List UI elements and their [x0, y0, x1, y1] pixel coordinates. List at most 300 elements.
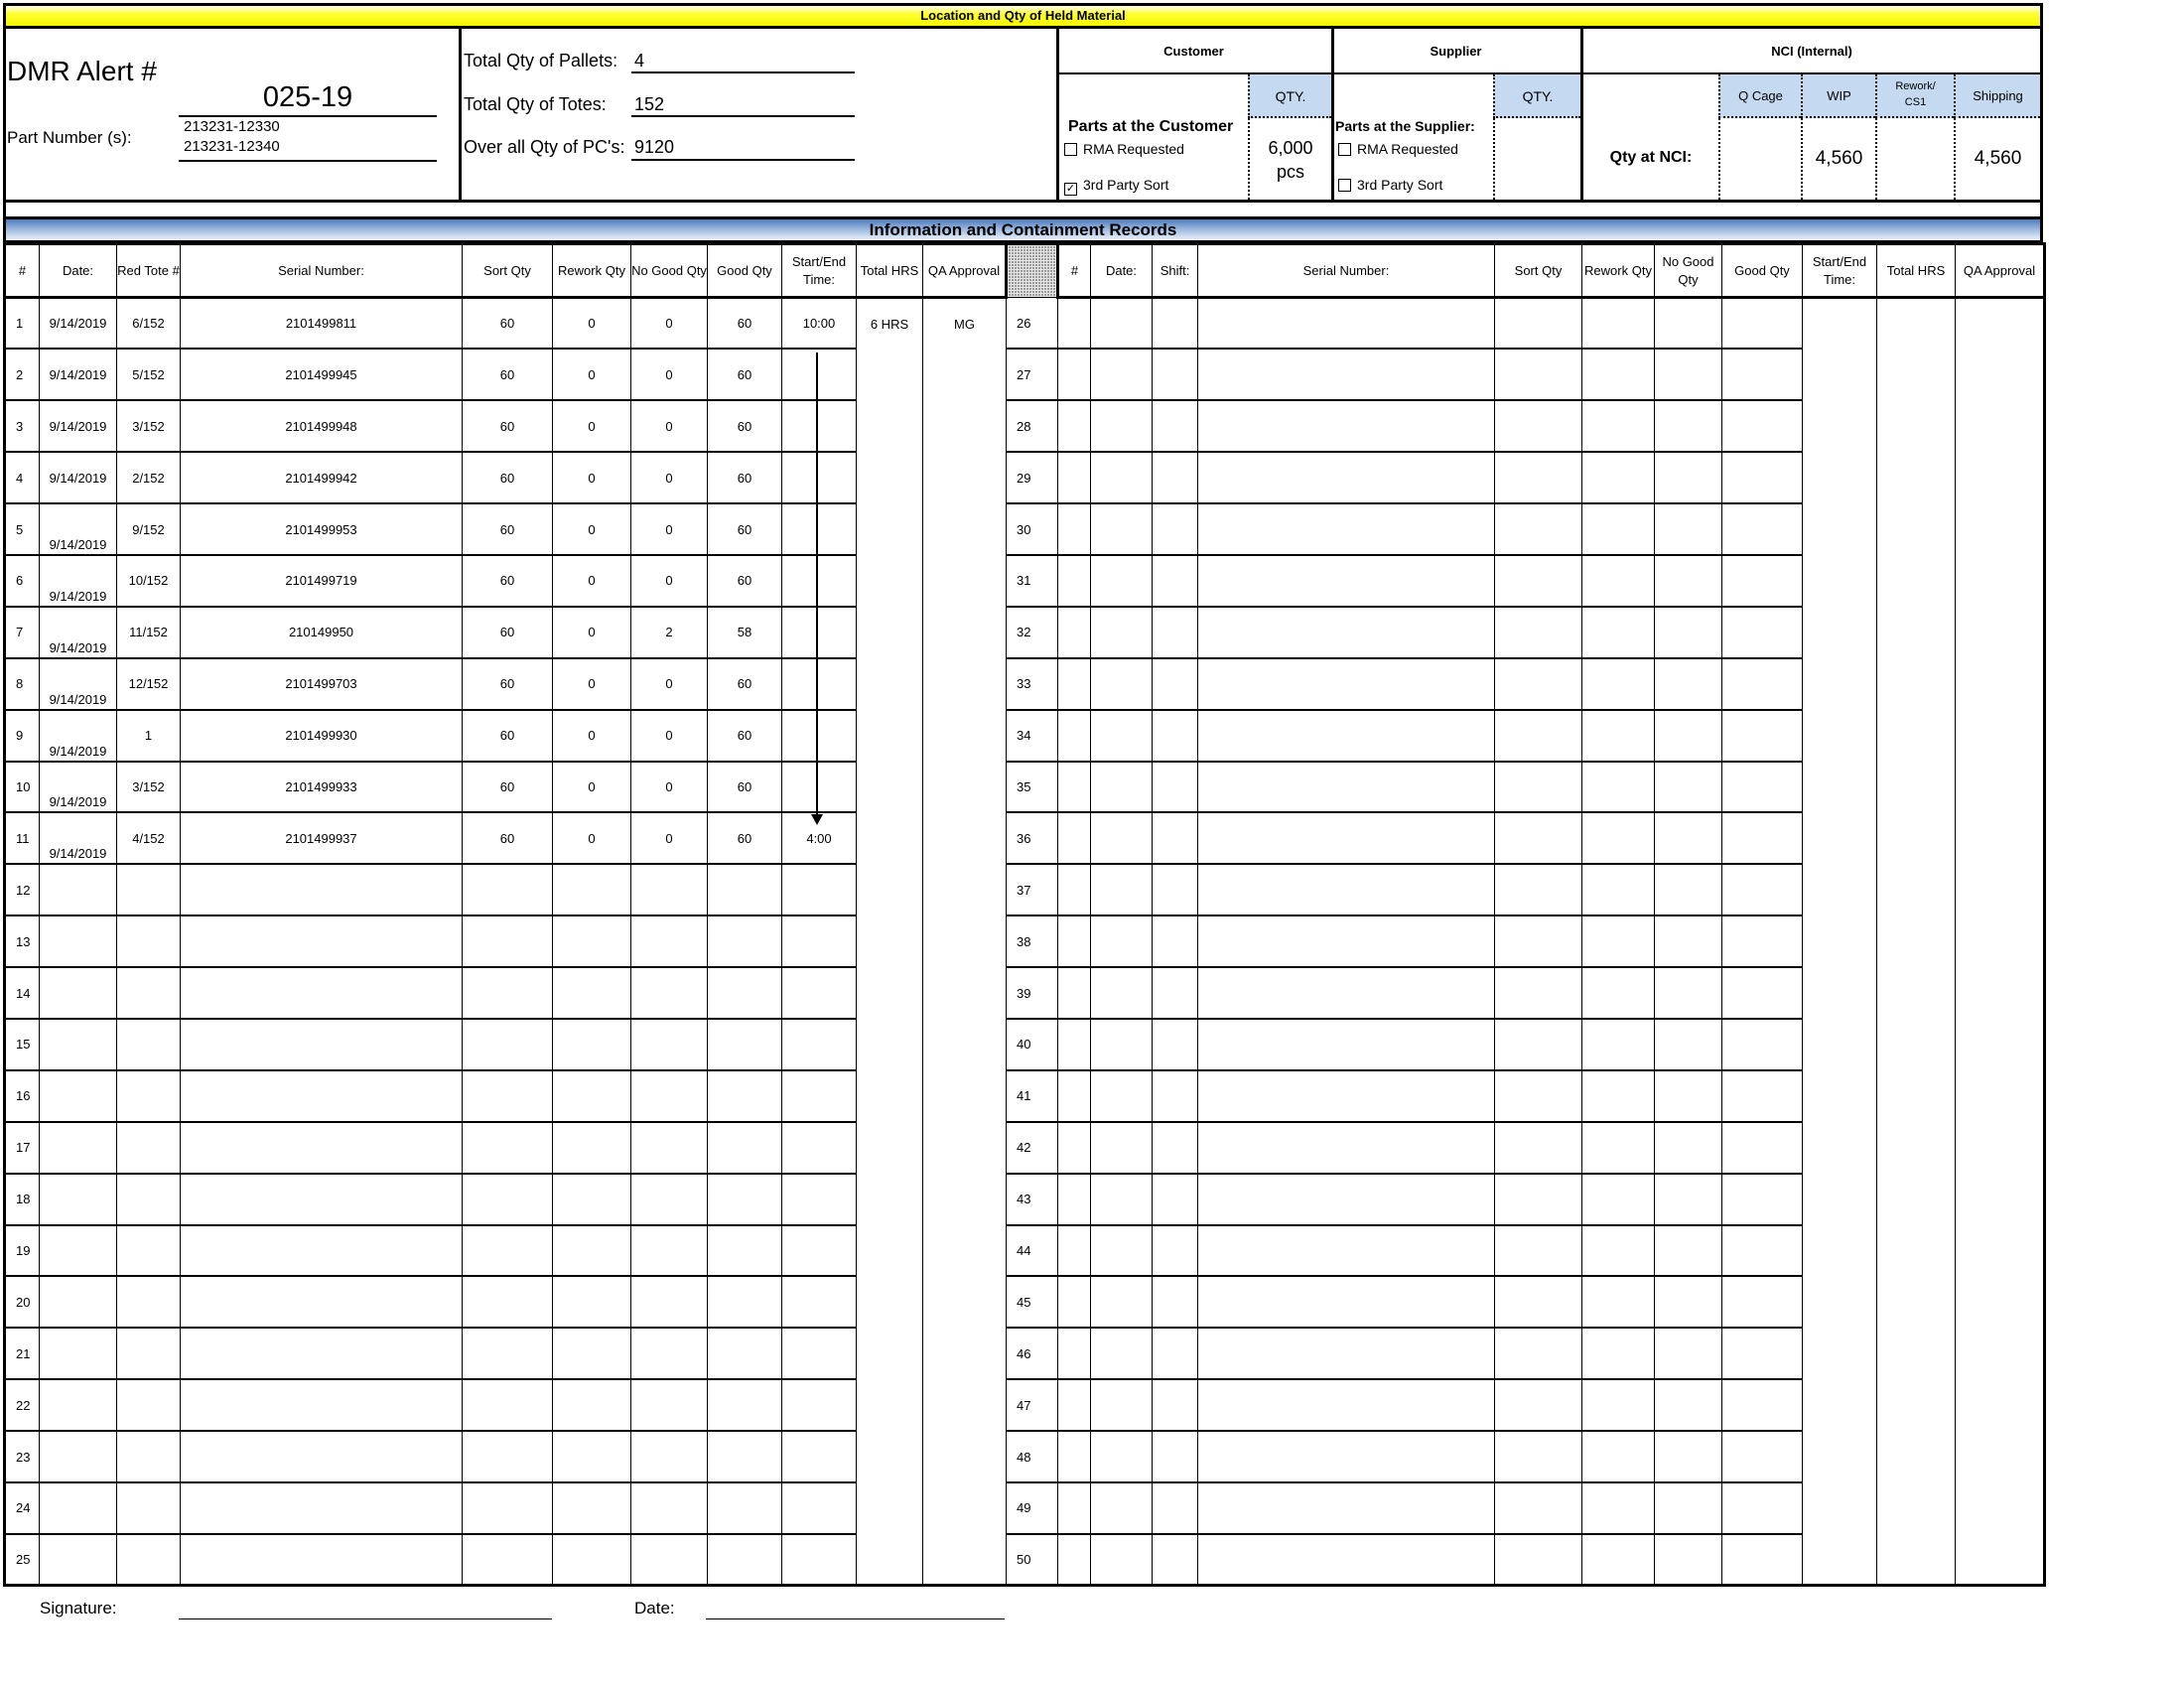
cell-good[interactable]: [1655, 349, 1722, 400]
cell-rework[interactable]: 0: [553, 812, 631, 864]
total-hrs-cell[interactable]: [1803, 298, 1877, 1586]
cell-good[interactable]: [1655, 607, 1722, 658]
cell-nogood[interactable]: [631, 864, 708, 915]
cell-shift[interactable]: [1091, 607, 1153, 658]
cell-time[interactable]: [1722, 503, 1803, 555]
cell-sort[interactable]: [1198, 1122, 1495, 1174]
cell-serial[interactable]: [1153, 452, 1198, 503]
cell-serial[interactable]: [1153, 1225, 1198, 1277]
cell-serial[interactable]: [1153, 1019, 1198, 1070]
cell-tote[interactable]: [117, 1225, 181, 1277]
cell-tote[interactable]: 11/152: [117, 607, 181, 658]
cell-nogood[interactable]: 0: [631, 555, 708, 607]
cell-sort[interactable]: [463, 1225, 553, 1277]
cell-sort[interactable]: [1198, 915, 1495, 967]
cell-serial[interactable]: [1153, 607, 1198, 658]
cell-good[interactable]: [708, 1328, 782, 1379]
cell-date[interactable]: [40, 1174, 117, 1225]
cell-nogood[interactable]: [1582, 1379, 1655, 1431]
cell-nogood[interactable]: [631, 915, 708, 967]
cell-serial[interactable]: [1153, 658, 1198, 710]
cell-tote[interactable]: 12/152: [117, 658, 181, 710]
cell-serial[interactable]: [1153, 967, 1198, 1019]
cell-tote[interactable]: 1: [117, 710, 181, 762]
cell-date[interactable]: [1058, 503, 1091, 555]
cell-sort[interactable]: 60: [463, 812, 553, 864]
cell-sort[interactable]: [463, 1122, 553, 1174]
nci-rework-value[interactable]: [1875, 118, 1954, 200]
cell-tote[interactable]: [117, 1070, 181, 1122]
cell-sort[interactable]: [1198, 967, 1495, 1019]
cell-serial[interactable]: [1153, 1328, 1198, 1379]
cell-date[interactable]: [1058, 1070, 1091, 1122]
cell-rework[interactable]: [1495, 1019, 1582, 1070]
cell-time[interactable]: 4:00: [782, 812, 857, 864]
cell-tote[interactable]: [117, 1019, 181, 1070]
pallets-field[interactable]: 4: [631, 51, 855, 73]
cell-nogood[interactable]: 0: [631, 349, 708, 400]
cell-nogood[interactable]: [1582, 1431, 1655, 1482]
cell-serial[interactable]: 2101499937: [181, 812, 463, 864]
cell-rework[interactable]: [553, 967, 631, 1019]
cell-time[interactable]: [1722, 452, 1803, 503]
cell-shift[interactable]: [1091, 1276, 1153, 1328]
cell-nogood[interactable]: [1582, 400, 1655, 452]
cell-rework[interactable]: [553, 1431, 631, 1482]
cell-time[interactable]: [1722, 762, 1803, 813]
cell-shift[interactable]: [1091, 915, 1153, 967]
cell-date[interactable]: [40, 1328, 117, 1379]
qa-approval-cell[interactable]: [1877, 298, 1956, 1586]
cell-shift[interactable]: [1091, 400, 1153, 452]
cell-rework[interactable]: 0: [553, 349, 631, 400]
cell-sort[interactable]: 60: [463, 400, 553, 452]
nci-wip-value[interactable]: 4,560: [1801, 118, 1875, 200]
cell-tote[interactable]: 3/152: [117, 762, 181, 813]
cell-good[interactable]: [1655, 658, 1722, 710]
cell-time[interactable]: [1722, 1379, 1803, 1431]
cell-nogood[interactable]: [1582, 1328, 1655, 1379]
cell-rework[interactable]: [1495, 452, 1582, 503]
cell-good[interactable]: [708, 1225, 782, 1277]
cell-rework[interactable]: 0: [553, 607, 631, 658]
cell-good[interactable]: [708, 1070, 782, 1122]
cell-shift[interactable]: [1091, 298, 1153, 350]
cell-time[interactable]: [782, 1276, 857, 1328]
cell-good[interactable]: 60: [708, 298, 782, 350]
cell-rework[interactable]: [1495, 349, 1582, 400]
cell-tote[interactable]: [117, 1482, 181, 1534]
cell-shift[interactable]: [1091, 1482, 1153, 1534]
cell-sort[interactable]: 60: [463, 503, 553, 555]
cell-rework[interactable]: [1495, 1328, 1582, 1379]
cell-shift[interactable]: [1091, 762, 1153, 813]
cell-good[interactable]: [1655, 710, 1722, 762]
cell-nogood[interactable]: [1582, 503, 1655, 555]
cell-rework[interactable]: 0: [553, 298, 631, 350]
cell-serial[interactable]: [1153, 298, 1198, 350]
cell-good[interactable]: [1655, 1328, 1722, 1379]
cell-good[interactable]: [708, 967, 782, 1019]
cell-rework[interactable]: [1495, 1482, 1582, 1534]
cell-tote[interactable]: [117, 1379, 181, 1431]
cell-date[interactable]: [1058, 452, 1091, 503]
cell-serial[interactable]: [1153, 915, 1198, 967]
cell-date[interactable]: [40, 1122, 117, 1174]
cell-date[interactable]: 9/14/2019: [40, 298, 117, 350]
cell-time[interactable]: [782, 1225, 857, 1277]
cell-sort[interactable]: [1198, 1431, 1495, 1482]
cell-date[interactable]: [40, 864, 117, 915]
cell-time[interactable]: [782, 452, 857, 503]
cell-sort[interactable]: [1198, 555, 1495, 607]
cell-serial[interactable]: 2101499945: [181, 349, 463, 400]
cell-time[interactable]: [782, 1431, 857, 1482]
cell-serial[interactable]: 210149950: [181, 607, 463, 658]
cell-rework[interactable]: [1495, 1174, 1582, 1225]
cell-serial[interactable]: 2101499930: [181, 710, 463, 762]
total-hrs-cell[interactable]: 6 HRS: [857, 298, 923, 1586]
cell-shift[interactable]: [1091, 452, 1153, 503]
cell-time[interactable]: [1722, 607, 1803, 658]
cell-serial[interactable]: [1153, 1534, 1198, 1586]
cell-rework[interactable]: [553, 915, 631, 967]
cell-rework[interactable]: [1495, 400, 1582, 452]
cell-time[interactable]: [1722, 555, 1803, 607]
cell-rework[interactable]: [1495, 762, 1582, 813]
cell-tote[interactable]: [117, 1534, 181, 1586]
cell-serial[interactable]: 2101499948: [181, 400, 463, 452]
cell-good[interactable]: [1655, 1019, 1722, 1070]
cell-date[interactable]: 9/14/2019: [40, 607, 117, 658]
cell-date[interactable]: [40, 1276, 117, 1328]
cell-serial[interactable]: [181, 1328, 463, 1379]
cell-date[interactable]: [1058, 710, 1091, 762]
cell-good[interactable]: [708, 1379, 782, 1431]
cell-nogood[interactable]: 2: [631, 607, 708, 658]
cell-good[interactable]: [708, 1174, 782, 1225]
cell-rework[interactable]: [1495, 967, 1582, 1019]
cell-nogood[interactable]: 0: [631, 658, 708, 710]
customer-sort-checkbox[interactable]: [1064, 177, 1168, 196]
cell-nogood[interactable]: 0: [631, 710, 708, 762]
cell-tote[interactable]: 5/152: [117, 349, 181, 400]
cell-tote[interactable]: 10/152: [117, 555, 181, 607]
cell-sort[interactable]: [463, 1534, 553, 1586]
cell-sort[interactable]: [1198, 1225, 1495, 1277]
totes-field[interactable]: 152: [631, 94, 855, 117]
cell-date[interactable]: [40, 1431, 117, 1482]
cell-shift[interactable]: [1091, 1379, 1153, 1431]
signature-line[interactable]: [179, 1618, 552, 1619]
cell-nogood[interactable]: [631, 1122, 708, 1174]
customer-qty-cell[interactable]: [1248, 118, 1331, 200]
cell-serial[interactable]: [181, 1122, 463, 1174]
cell-shift[interactable]: [1091, 1431, 1153, 1482]
cell-good[interactable]: [1655, 452, 1722, 503]
cell-time[interactable]: [1722, 400, 1803, 452]
cell-time[interactable]: [782, 1122, 857, 1174]
cell-time[interactable]: [1722, 349, 1803, 400]
cell-sort[interactable]: [1198, 812, 1495, 864]
cell-sort[interactable]: 60: [463, 762, 553, 813]
cell-nogood[interactable]: [631, 967, 708, 1019]
cell-rework[interactable]: [1495, 710, 1582, 762]
cell-date[interactable]: 9/14/2019: [40, 400, 117, 452]
cell-date[interactable]: [1058, 658, 1091, 710]
cell-nogood[interactable]: 0: [631, 298, 708, 350]
cell-nogood[interactable]: [1582, 864, 1655, 915]
cell-serial[interactable]: [1153, 1431, 1198, 1482]
cell-good[interactable]: [708, 1276, 782, 1328]
cell-time[interactable]: [782, 1070, 857, 1122]
cell-sort[interactable]: 60: [463, 658, 553, 710]
cell-sort[interactable]: 60: [463, 452, 553, 503]
cell-nogood[interactable]: [1582, 710, 1655, 762]
cell-serial[interactable]: [181, 1070, 463, 1122]
cell-shift[interactable]: [1091, 503, 1153, 555]
cell-shift[interactable]: [1091, 658, 1153, 710]
cell-serial[interactable]: 2101499703: [181, 658, 463, 710]
cell-nogood[interactable]: 0: [631, 503, 708, 555]
cell-rework[interactable]: [553, 1276, 631, 1328]
cell-time[interactable]: [1722, 1019, 1803, 1070]
cell-serial[interactable]: 2101499719: [181, 555, 463, 607]
cell-sort[interactable]: [463, 967, 553, 1019]
cell-sort[interactable]: 60: [463, 607, 553, 658]
cell-good[interactable]: [1655, 762, 1722, 813]
cell-date[interactable]: 9/14/2019: [40, 658, 117, 710]
cell-sort[interactable]: [463, 1276, 553, 1328]
pcs-field[interactable]: 9120: [631, 137, 855, 161]
cell-nogood[interactable]: [1582, 967, 1655, 1019]
cell-time[interactable]: [782, 1174, 857, 1225]
cell-rework[interactable]: [1495, 503, 1582, 555]
cell-sort[interactable]: [463, 1174, 553, 1225]
cell-date[interactable]: [1058, 298, 1091, 350]
cell-serial[interactable]: [1153, 1482, 1198, 1534]
cell-good[interactable]: [1655, 967, 1722, 1019]
cell-nogood[interactable]: [631, 1328, 708, 1379]
cell-nogood[interactable]: [1582, 658, 1655, 710]
cell-good[interactable]: [1655, 1534, 1722, 1586]
cell-sort[interactable]: [463, 1070, 553, 1122]
cell-time[interactable]: [782, 762, 857, 813]
cell-time[interactable]: [782, 1328, 857, 1379]
cell-time[interactable]: [782, 503, 857, 555]
cell-tote[interactable]: 6/152: [117, 298, 181, 350]
cell-serial[interactable]: [1153, 1276, 1198, 1328]
cell-time[interactable]: [1722, 967, 1803, 1019]
cell-nogood[interactable]: [631, 1534, 708, 1586]
supplier-sort-checkbox[interactable]: [1338, 177, 1442, 193]
cell-sort[interactable]: 60: [463, 555, 553, 607]
cell-rework[interactable]: [553, 1534, 631, 1586]
cell-rework[interactable]: [1495, 812, 1582, 864]
cell-sort[interactable]: [463, 1482, 553, 1534]
cell-serial[interactable]: [181, 1174, 463, 1225]
cell-sort[interactable]: [1198, 400, 1495, 452]
cell-good[interactable]: [708, 1431, 782, 1482]
cell-serial[interactable]: [1153, 812, 1198, 864]
cell-time[interactable]: [1722, 658, 1803, 710]
cell-time[interactable]: [1722, 812, 1803, 864]
cell-sort[interactable]: [1198, 1174, 1495, 1225]
cell-nogood[interactable]: [1582, 1019, 1655, 1070]
cell-date[interactable]: [40, 1482, 117, 1534]
cell-good[interactable]: 60: [708, 812, 782, 864]
cell-nogood[interactable]: [1582, 1122, 1655, 1174]
cell-nogood[interactable]: [1582, 915, 1655, 967]
cell-good[interactable]: [1655, 1174, 1722, 1225]
cell-sort[interactable]: [1198, 349, 1495, 400]
cell-serial[interactable]: [181, 1431, 463, 1482]
cell-nogood[interactable]: 0: [631, 452, 708, 503]
cell-sort[interactable]: [1198, 607, 1495, 658]
cell-sort[interactable]: [463, 1431, 553, 1482]
cell-time[interactable]: 10:00: [782, 298, 857, 350]
cell-rework[interactable]: [1495, 658, 1582, 710]
cell-rework[interactable]: 0: [553, 710, 631, 762]
cell-date[interactable]: [1058, 812, 1091, 864]
cell-good[interactable]: 60: [708, 555, 782, 607]
cell-good[interactable]: 60: [708, 762, 782, 813]
cell-nogood[interactable]: [1582, 349, 1655, 400]
cell-good[interactable]: [708, 1019, 782, 1070]
cell-serial[interactable]: [1153, 555, 1198, 607]
cell-sort[interactable]: [1198, 710, 1495, 762]
cell-serial[interactable]: [1153, 864, 1198, 915]
cell-good[interactable]: [1655, 400, 1722, 452]
cell-date[interactable]: [40, 915, 117, 967]
cell-time[interactable]: [1722, 1225, 1803, 1277]
cell-nogood[interactable]: [1582, 1174, 1655, 1225]
cell-rework[interactable]: 0: [553, 503, 631, 555]
cell-date[interactable]: [1058, 1534, 1091, 1586]
cell-sort[interactable]: [463, 864, 553, 915]
cell-sort[interactable]: [1198, 658, 1495, 710]
cell-good[interactable]: [1655, 503, 1722, 555]
cell-date[interactable]: [1058, 1379, 1091, 1431]
nci-shipping-value[interactable]: 4,560: [1954, 118, 2040, 200]
cell-time[interactable]: [782, 1534, 857, 1586]
cell-serial[interactable]: [1153, 503, 1198, 555]
cell-time[interactable]: [1722, 1122, 1803, 1174]
cell-good[interactable]: 60: [708, 400, 782, 452]
cell-nogood[interactable]: [1582, 1482, 1655, 1534]
cell-serial[interactable]: [181, 864, 463, 915]
cell-nogood[interactable]: [631, 1174, 708, 1225]
cell-rework[interactable]: 0: [553, 658, 631, 710]
cell-date[interactable]: 9/14/2019: [40, 349, 117, 400]
cell-serial[interactable]: [1153, 1379, 1198, 1431]
cell-time[interactable]: [1722, 1431, 1803, 1482]
cell-time[interactable]: [782, 864, 857, 915]
cell-good[interactable]: [1655, 915, 1722, 967]
cell-good[interactable]: [1655, 812, 1722, 864]
cell-good[interactable]: 60: [708, 658, 782, 710]
cell-date[interactable]: 9/14/2019: [40, 452, 117, 503]
cell-sort[interactable]: [1198, 503, 1495, 555]
cell-time[interactable]: [782, 710, 857, 762]
cell-time[interactable]: [782, 555, 857, 607]
cell-time[interactable]: [782, 1019, 857, 1070]
cell-time[interactable]: [1722, 1482, 1803, 1534]
cell-nogood[interactable]: [1582, 1276, 1655, 1328]
cell-rework[interactable]: 0: [553, 555, 631, 607]
cell-good[interactable]: [708, 864, 782, 915]
cell-sort[interactable]: 60: [463, 710, 553, 762]
cell-time[interactable]: [1722, 298, 1803, 350]
cell-time[interactable]: [782, 915, 857, 967]
cell-good[interactable]: [1655, 555, 1722, 607]
cell-rework[interactable]: [1495, 1225, 1582, 1277]
cell-shift[interactable]: [1091, 349, 1153, 400]
cell-rework[interactable]: [1495, 1379, 1582, 1431]
cell-sort[interactable]: [1198, 1328, 1495, 1379]
cell-date[interactable]: [40, 1070, 117, 1122]
cell-serial[interactable]: [181, 1225, 463, 1277]
cell-rework[interactable]: 0: [553, 452, 631, 503]
cell-serial[interactable]: [1153, 400, 1198, 452]
cell-serial[interactable]: [1153, 710, 1198, 762]
cell-nogood[interactable]: [631, 1379, 708, 1431]
cell-tote[interactable]: [117, 967, 181, 1019]
cell-date[interactable]: [40, 1379, 117, 1431]
cell-shift[interactable]: [1091, 1225, 1153, 1277]
supplier-rma-checkbox[interactable]: [1338, 141, 1458, 157]
cell-time[interactable]: [782, 658, 857, 710]
cell-rework[interactable]: [553, 1482, 631, 1534]
cell-sort[interactable]: 60: [463, 349, 553, 400]
cell-good[interactable]: [708, 1534, 782, 1586]
cell-date[interactable]: 9/14/2019: [40, 555, 117, 607]
cell-nogood[interactable]: [1582, 812, 1655, 864]
cell-nogood[interactable]: 0: [631, 400, 708, 452]
cell-time[interactable]: [782, 967, 857, 1019]
cell-tote[interactable]: [117, 1174, 181, 1225]
cell-sort[interactable]: [463, 1019, 553, 1070]
cell-time[interactable]: [1722, 1174, 1803, 1225]
cell-tote[interactable]: [117, 1276, 181, 1328]
cell-rework[interactable]: [553, 1070, 631, 1122]
cell-date[interactable]: [40, 1534, 117, 1586]
cell-date[interactable]: [1058, 762, 1091, 813]
cell-tote[interactable]: [117, 1328, 181, 1379]
cell-rework[interactable]: [1495, 864, 1582, 915]
cell-good[interactable]: [1655, 298, 1722, 350]
cell-serial[interactable]: [1153, 762, 1198, 813]
cell-rework[interactable]: [1495, 1122, 1582, 1174]
cell-sort[interactable]: [463, 915, 553, 967]
cell-date[interactable]: [1058, 967, 1091, 1019]
cell-rework[interactable]: 0: [553, 762, 631, 813]
cell-sort[interactable]: [1198, 864, 1495, 915]
cell-date[interactable]: [1058, 1276, 1091, 1328]
cell-date[interactable]: [1058, 1174, 1091, 1225]
cell-tote[interactable]: 9/152: [117, 503, 181, 555]
customer-rma-checkbox[interactable]: [1064, 141, 1184, 157]
cell-good[interactable]: [1655, 864, 1722, 915]
cell-shift[interactable]: [1091, 1122, 1153, 1174]
cell-date[interactable]: [1058, 1225, 1091, 1277]
cell-time[interactable]: [1722, 710, 1803, 762]
cell-sort[interactable]: [1198, 1276, 1495, 1328]
cell-time[interactable]: [1722, 1328, 1803, 1379]
cell-rework[interactable]: [1495, 915, 1582, 967]
cell-rework[interactable]: [553, 1019, 631, 1070]
cell-date[interactable]: [40, 967, 117, 1019]
